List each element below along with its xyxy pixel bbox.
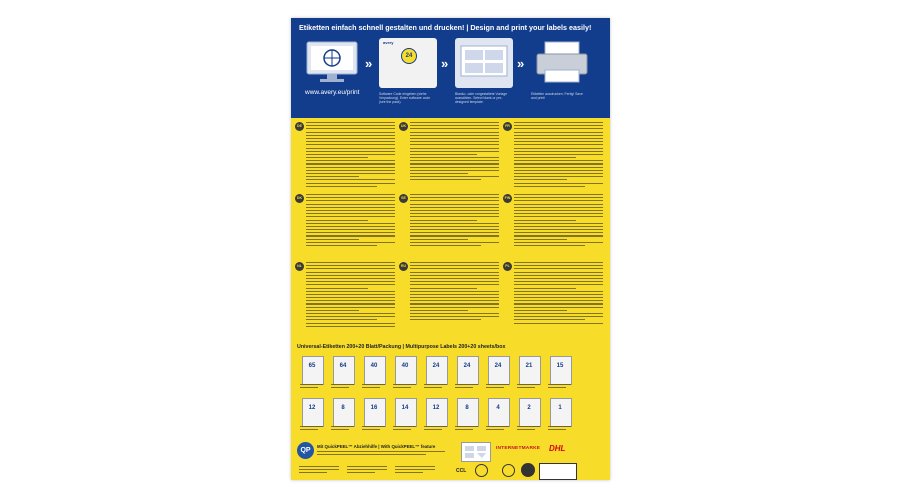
label-sheet <box>426 356 448 385</box>
label-sheet <box>457 398 479 427</box>
software-box-illustration <box>379 38 437 88</box>
product-thumbnail <box>331 398 357 436</box>
recycling-loop-icon <box>502 464 515 477</box>
label-sheet <box>364 398 386 427</box>
label-sheet <box>302 356 324 385</box>
label-sheet <box>519 398 541 427</box>
dhl-logo: DHL <box>549 444 566 453</box>
label-count: 24 <box>432 363 440 369</box>
label-count: 24 <box>494 363 502 369</box>
product-thumbnail <box>517 356 543 394</box>
label-dimensions <box>455 384 481 390</box>
label-count: 8 <box>465 405 469 411</box>
footer <box>291 466 610 480</box>
label-dimensions <box>300 426 326 432</box>
label-count: 14 <box>401 405 409 411</box>
label-count: 16 <box>370 405 378 411</box>
quickpeel-text <box>317 451 445 457</box>
quickpeel-title: Mit QuickPEEL™ Abziehhilfe | With QuickPEEL™ feature <box>317 444 436 449</box>
chevron-right-icon: » <box>441 56 449 71</box>
product-thumbnail <box>362 356 388 394</box>
lang-badge: FR <box>503 122 512 131</box>
text-block <box>306 194 395 248</box>
label-dimensions <box>331 426 357 432</box>
avery-logo: avery <box>383 40 394 45</box>
product-thumbnail <box>424 398 450 436</box>
text-block <box>514 194 603 248</box>
quickpeel-logo: QP <box>297 442 314 459</box>
label-count: 21 <box>525 363 533 369</box>
label-count: 40 <box>401 363 409 369</box>
product-sheet <box>291 18 610 480</box>
product-thumbnail <box>300 356 326 394</box>
product-thumbnail <box>362 398 388 436</box>
label-sheet <box>550 356 572 385</box>
address-block <box>299 466 339 476</box>
step-caption: Etiketten ausdrucken. Fertig! Save and print! <box>531 92 583 101</box>
label-count: 64 <box>339 363 347 369</box>
label-dimensions <box>486 426 512 432</box>
address-block <box>395 466 435 476</box>
address-block <box>347 466 387 476</box>
product-thumbnail <box>331 356 357 394</box>
label-dimensions <box>455 426 481 432</box>
label-sheet <box>550 398 572 427</box>
product-thumbnail <box>300 398 326 436</box>
label-dimensions <box>362 384 388 390</box>
lang-badge: DE <box>295 122 304 131</box>
fsc-tree-icon <box>521 463 535 477</box>
banner-url: www.avery.eu/print <box>305 89 360 96</box>
label-sheet <box>333 398 355 427</box>
text-block <box>410 262 499 323</box>
label-sheet <box>488 398 510 427</box>
software-code-badge: 24 <box>401 48 417 64</box>
product-thumbnail <box>517 398 543 436</box>
text-block <box>306 262 395 329</box>
lang-badge: SE <box>399 194 408 203</box>
chevron-right-icon: » <box>365 56 373 71</box>
label-sheet <box>488 356 510 385</box>
template-illustration <box>455 38 513 88</box>
lang-badge: DK <box>295 194 304 203</box>
text-block <box>514 122 603 189</box>
label-count: 12 <box>308 405 316 411</box>
product-thumbnail <box>393 356 419 394</box>
product-thumbnail <box>486 356 512 394</box>
text-block <box>410 194 499 248</box>
label-sheet <box>364 356 386 385</box>
label-count: 8 <box>341 405 345 411</box>
printer-illustration <box>531 38 593 88</box>
label-sheet <box>457 356 479 385</box>
ccl-logo: CCL <box>456 468 467 474</box>
label-dimensions <box>424 384 450 390</box>
label-count: 4 <box>496 405 500 411</box>
lang-badge: PL <box>503 262 512 271</box>
label-sheet <box>395 398 417 427</box>
label-dimensions <box>548 384 574 390</box>
label-count: 40 <box>370 363 378 369</box>
monitor-illustration <box>303 38 361 88</box>
quickpeel-illustration <box>461 442 491 462</box>
label-dimensions <box>548 426 574 432</box>
label-dimensions <box>517 426 543 432</box>
section-title: Universal-Etiketten 200+20 Blatt/Packung | Multipurpose Labels 200+20 sheets/box <box>297 344 506 350</box>
internetmarke-logo: INTERNETMARKE <box>496 446 541 451</box>
lang-badge: FIN <box>503 194 512 203</box>
label-count: 12 <box>432 405 440 411</box>
product-thumbnail <box>548 398 574 436</box>
label-sheet <box>426 398 448 427</box>
label-count: 15 <box>556 363 564 369</box>
step-caption: Software Code eingeben (siehe Verpackung). Enter software code (see the pack). <box>379 92 431 105</box>
product-thumbnail <box>486 398 512 436</box>
label-dimensions <box>362 426 388 432</box>
label-sheet <box>519 356 541 385</box>
lang-badge: NL <box>295 262 304 271</box>
chevron-right-icon: » <box>517 56 525 71</box>
label-dimensions <box>486 384 512 390</box>
label-count: 2 <box>527 405 531 411</box>
label-dimensions <box>331 384 357 390</box>
product-thumbnail <box>424 356 450 394</box>
quickpeel-bar <box>297 442 448 462</box>
product-thumbnail <box>455 356 481 394</box>
label-count: 65 <box>308 363 316 369</box>
label-sheet <box>395 356 417 385</box>
lang-badge: UK <box>399 122 408 131</box>
label-dimensions <box>393 384 419 390</box>
product-thumbnail <box>393 398 419 436</box>
label-count: 1 <box>558 405 562 411</box>
step-caption: Blanko- oder vorgestaltete Vorlage auswählen. Select blank or pre-designed template. <box>455 92 508 105</box>
label-sheet <box>333 356 355 385</box>
recycle-icon <box>475 464 488 477</box>
product-thumbnail <box>548 356 574 394</box>
banner <box>291 18 610 118</box>
text-block <box>410 122 499 183</box>
lang-badge: RU <box>399 262 408 271</box>
banner-title: Etiketten einfach schnell gestalten und drucken! | Design and print your labels easily! <box>299 23 592 32</box>
text-block <box>306 122 395 189</box>
label-dimensions <box>393 426 419 432</box>
label-count: 24 <box>463 363 471 369</box>
text-block <box>514 262 603 326</box>
fsc-label <box>539 463 577 480</box>
label-sheet <box>302 398 324 427</box>
product-thumbnail <box>455 398 481 436</box>
label-dimensions <box>300 384 326 390</box>
label-dimensions <box>517 384 543 390</box>
label-dimensions <box>424 426 450 432</box>
